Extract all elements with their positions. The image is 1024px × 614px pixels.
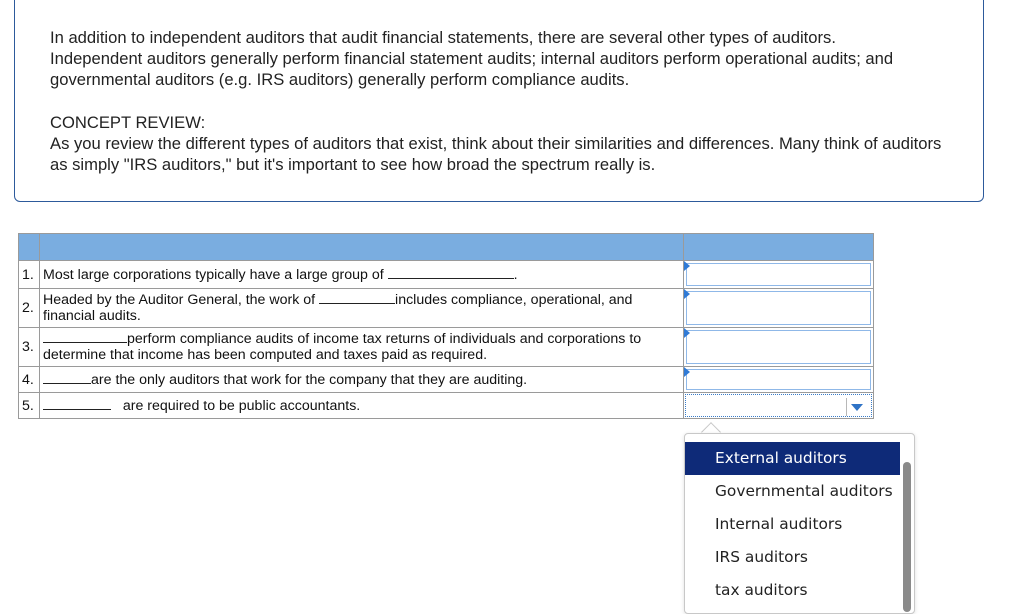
- answer-marker-icon: [684, 367, 690, 377]
- statement-text: includes compliance, operational, and financial audits.: [43, 292, 633, 324]
- answer-dropdown[interactable]: [686, 369, 871, 390]
- statement-text: are the only auditors that work for the company that they are auditing.: [91, 371, 528, 388]
- answer-blank: [388, 267, 514, 279]
- answer-blank: [43, 398, 111, 410]
- chevron-down-icon[interactable]: [851, 404, 863, 411]
- answer-blank: [43, 372, 91, 384]
- answer-cell-active[interactable]: [684, 393, 874, 419]
- table-row: [19, 261, 874, 289]
- answer-dropdown[interactable]: [686, 330, 871, 364]
- statement-text: perform compliance audits of income tax returns of individuals and corporations to determine that income has been computed and taxes paid as required.: [43, 331, 642, 363]
- answer-cell[interactable]: [684, 328, 874, 367]
- answer-cell[interactable]: [684, 289, 874, 328]
- table-row: [19, 367, 874, 393]
- select-divider: [846, 398, 847, 416]
- dropdown-scrollbar[interactable]: [903, 462, 911, 612]
- dropdown-option-external-auditors[interactable]: External auditors: [685, 442, 900, 475]
- answer-cell[interactable]: [684, 367, 874, 393]
- table-row: [19, 289, 874, 328]
- question-number: 5.: [19, 393, 40, 419]
- concept-review-heading: CONCEPT REVIEW:: [50, 113, 206, 132]
- answer-blank: [319, 292, 395, 304]
- statement-text: Most large corporations typically have a large group of: [43, 266, 384, 283]
- answer-select-open[interactable]: [685, 394, 872, 417]
- question-statement: [40, 261, 684, 289]
- answer-dropdown[interactable]: [686, 291, 871, 325]
- dropdown-option-tax-auditors[interactable]: tax auditors: [715, 581, 808, 599]
- question-statement: [40, 393, 684, 419]
- table-header-row: [19, 234, 874, 261]
- statement-text: Headed by the Auditor General, the work of: [43, 292, 316, 308]
- question-number: 3.: [19, 328, 40, 367]
- dropdown-option-governmental-auditors[interactable]: Governmental auditors: [715, 482, 893, 500]
- answer-dropdown[interactable]: [686, 263, 871, 286]
- table-row: [19, 393, 874, 419]
- answer-cell[interactable]: [684, 261, 874, 289]
- header-cell-answer: [684, 234, 874, 261]
- dropdown-menu: [684, 433, 915, 614]
- dropdown-option-internal-auditors[interactable]: Internal auditors: [715, 515, 843, 533]
- question-number: 1.: [19, 261, 40, 289]
- answer-marker-icon: [684, 261, 690, 271]
- question-statement: [40, 328, 684, 367]
- answer-marker-icon: [684, 328, 690, 338]
- statement-text: are required to be public accountants.: [122, 397, 361, 414]
- answer-marker-icon: [684, 289, 690, 299]
- question-table: [18, 233, 874, 419]
- dropdown-option-irs-auditors[interactable]: IRS auditors: [715, 548, 808, 566]
- header-cell-statement: [40, 234, 684, 261]
- question-number: 4.: [19, 367, 40, 393]
- question-number: 2.: [19, 289, 40, 328]
- statement-text: .: [513, 266, 518, 283]
- question-statement: [40, 367, 684, 393]
- intro-paragraph: In addition to independent auditors that audit financial statements, there are several other types of auditors. Independent auditors generally perform financial statement audits; internal auditors perform operational audits; and governmental auditors (e.g. IRS auditors) generally perform compliance audits.: [50, 28, 894, 89]
- header-cell-number: [19, 234, 40, 261]
- concept-review-text: As you review the different types of auditors that exist, think about their similarities and differences. Many think of auditors as simply "IRS auditors," but it's important to see how broad the spectrum really is.: [50, 134, 942, 174]
- table-row: [19, 328, 874, 367]
- answer-blank: [43, 331, 127, 343]
- question-statement: [40, 289, 684, 328]
